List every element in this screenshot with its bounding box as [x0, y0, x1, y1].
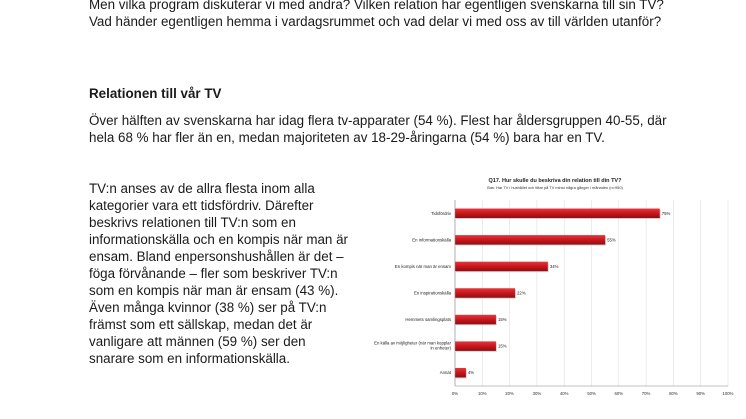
tv-ownership-paragraph: Över hälften av svenskarna har idag flera tv-apparater (54 %). Flest har åldersgruppen 40-55, där hela 68 % har fler än en, medan majoriteten av 18-29-åringarna (54 %) bara har en TV. — [89, 113, 667, 145]
category-label: En inspirationskälla — [413, 290, 451, 296]
x-tick-label: 50% — [587, 391, 596, 396]
chart-subtitle: Bas: Har TV i hushållet och tittar på TV minst några gånger i månaden (n=950) — [487, 185, 623, 190]
bar — [455, 341, 496, 351]
intro-paragraph: Men vilka program diskuterar vi med andra? Vilken relation har egentligen svenskarna till sin TV? Vad händer egentligen hemma i vardagsrummet och vad delar vi med oss av till världen utanför? — [89, 0, 664, 29]
bar — [455, 288, 515, 298]
value-label: 15% — [497, 343, 507, 349]
category-label: En källa av möjligheter (när man kopplar in enheter) — [374, 340, 451, 351]
bar — [455, 209, 660, 219]
x-tick-label: 20% — [505, 391, 514, 396]
x-tick-label: 10% — [477, 391, 487, 396]
x-tick-label: 70% — [641, 391, 651, 396]
bar — [455, 235, 605, 245]
tv-relation-paragraph: TV:n anses av de allra flesta inom alla kategorier vara ett tidsfördriv. Därefter beskrivs relationen till TV:n som en informationskälla och en kompis när man är ensam. Bland enpersonshushållen är det – föga förvånande – fler som beskriver TV:n som en kompis när man är ensam (43 %). Även många kvinnor (38 %) ser på TV:n främst som ett sällskap, medan det är vanligare att männen (59 %) ser den snarare som en informationskälla. — [89, 181, 349, 366]
x-tick-label: 90% — [696, 391, 706, 396]
relation-chart — [355, 170, 745, 419]
value-label: 55% — [607, 237, 616, 243]
value-label: 4% — [467, 370, 475, 376]
x-tick-label: 80% — [669, 391, 678, 396]
category-label: En kompis när man är ensam — [394, 263, 451, 269]
x-tick-label: 40% — [559, 391, 569, 396]
value-label: 34% — [549, 263, 559, 269]
category-label: Hemmets samlingsplats — [405, 317, 451, 323]
relation-chart-svg — [355, 170, 745, 419]
chart-bars — [374, 209, 670, 379]
section-heading: Relationen till vår TV — [89, 86, 222, 101]
bar — [455, 262, 548, 272]
x-tick-label: 0% — [451, 391, 459, 396]
category-label: En informationskälla — [412, 237, 451, 243]
bar — [455, 368, 466, 378]
category-label: Annat — [439, 370, 451, 376]
x-tick-label: 60% — [614, 391, 624, 396]
value-label: 15% — [497, 317, 507, 323]
chart-title: Q17. Hur skulle du beskriva din relation till din TV? — [488, 178, 622, 184]
bar — [455, 315, 496, 325]
x-tick-label: 100% — [722, 391, 734, 396]
category-label: Tidsfördriv — [431, 210, 451, 216]
x-tick-label: 30% — [532, 391, 542, 396]
value-label: 75% — [661, 210, 671, 216]
value-label: 22% — [517, 290, 526, 296]
